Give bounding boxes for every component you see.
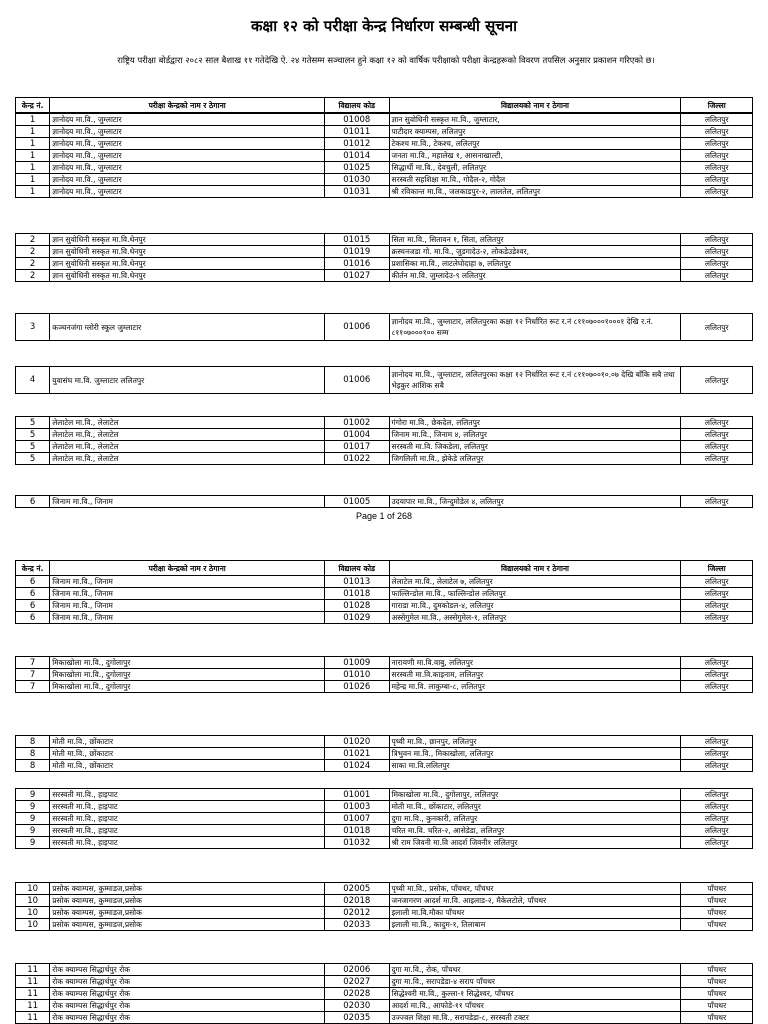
school-name-cell: जनता मा.वि., महालेख १, आसनाखाल्टी, xyxy=(389,150,681,162)
school-code-cell: 01018 xyxy=(325,588,389,600)
center-name-cell: प्रसोक क्याम्पस, कुम्माडज,प्रसोक xyxy=(50,895,325,907)
district-cell: ललितपुर xyxy=(681,825,753,837)
table-row xyxy=(16,234,753,246)
table-row xyxy=(16,988,753,1000)
district-cell: ललितपुर xyxy=(681,588,753,600)
school-name-cell: जनजागरण आदर्श मा.वि. आइलाड-२, मैकेलटोले, पाँचथर xyxy=(389,895,681,907)
district-cell: ललितपुर xyxy=(681,837,753,849)
center-name-cell: रोक क्याम्पस सिद्धार्थपुर रोक xyxy=(50,964,325,976)
center-no-cell: 6 xyxy=(16,496,50,508)
table-row xyxy=(16,813,753,825)
school-name-cell: उदयापार मा.वि., जिन्दुमोडेल ४, ललितपुर xyxy=(389,496,681,508)
center-name-cell: सरस्वती मा.वि., हाइपाट xyxy=(50,813,325,825)
table-row xyxy=(16,367,753,394)
center-name-cell: ज्ञान सुवोधिनी सस्कृत मा.वि.थेनपुर xyxy=(50,258,325,270)
table-row xyxy=(16,612,753,624)
school-code-cell: 01011 xyxy=(325,126,389,138)
table-row xyxy=(16,417,753,429)
school-code-cell: 01003 xyxy=(325,801,389,813)
center-no-cell: 1 xyxy=(16,150,50,162)
school-code-cell: 01018 xyxy=(325,825,389,837)
center-no-cell: 7 xyxy=(16,681,50,693)
table-row xyxy=(16,150,753,162)
district-cell: पाँचथर xyxy=(681,919,753,931)
school-name-cell: पृथ्वी मा.वि., छानपुर, ललितपुर xyxy=(389,736,681,748)
center-name-cell: लेलाटेल मा.वि., लेलाटेल xyxy=(50,441,325,453)
school-name-cell: श्री राम जिवनी मा.वि आदर्श जिवनी१ ललितपुर xyxy=(389,837,681,849)
center-no-cell: 1 xyxy=(16,126,50,138)
school-code-cell: 01005 xyxy=(325,496,389,508)
school-name-cell: कीर्तन मा.वि. जुम्लादेउ-९ ललितपुर xyxy=(389,270,681,282)
header-center-name: परीक्षा केन्द्रको नाम र ठेगाना xyxy=(50,561,325,576)
district-cell: ललितपुर xyxy=(681,114,753,126)
table-row xyxy=(16,186,753,198)
center-no-cell: 10 xyxy=(16,907,50,919)
center-name-cell: लेलाटेल मा.वि., लेलाटेल xyxy=(50,453,325,465)
school-name-cell: जिगलिली मा.वि., झेकेडे ललितपुर xyxy=(389,453,681,465)
table-row xyxy=(16,681,753,693)
center-name-cell: सरस्वती मा.वि., हाइपाट xyxy=(50,789,325,801)
center-group-table xyxy=(15,416,753,465)
district-cell: ललितपुर xyxy=(681,669,753,681)
district-cell: पाँचथर xyxy=(681,883,753,895)
center-name-cell: रोक क्याम्पस सिद्धार्थपुर रोक xyxy=(50,976,325,988)
center-name-cell: सरस्वती मा.वि., हाइपाट xyxy=(50,837,325,849)
district-cell: पाँचथर xyxy=(681,1012,753,1024)
school-code-cell: 01007 xyxy=(325,813,389,825)
school-code-cell: 02030 xyxy=(325,1000,389,1012)
center-name-cell: जिनाम मा.वि., जिनाम xyxy=(50,588,325,600)
center-no-cell: 11 xyxy=(16,964,50,976)
header-district: जिल्ला xyxy=(681,561,753,576)
district-cell: ललितपुर xyxy=(681,760,753,772)
table-row xyxy=(16,736,753,748)
district-cell: पाँचथर xyxy=(681,964,753,976)
table-row xyxy=(16,657,753,669)
table-row xyxy=(16,114,753,126)
school-code-cell: 01019 xyxy=(325,246,389,258)
district-cell: ललितपुर xyxy=(681,150,753,162)
center-no-cell: 7 xyxy=(16,657,50,669)
school-name-cell: सरस्वती सहशिक्षा मा.वि., गोदैल-२, गोदैल xyxy=(389,174,681,186)
school-code-cell: 01014 xyxy=(325,150,389,162)
school-name-cell: मोती मा.वि., छोंकाटार, ललितपुर xyxy=(389,801,681,813)
district-cell: ललितपुर xyxy=(681,162,753,174)
center-name-cell: सरस्वती मा.वि., हाइपाट xyxy=(50,801,325,813)
center-name-cell: मिकाखोला मा.वि., दुगोलापुर xyxy=(50,681,325,693)
district-cell: ललितपुर xyxy=(681,234,753,246)
center-group-table xyxy=(15,113,753,198)
center-no-cell: 1 xyxy=(16,162,50,174)
district-cell: ललितपुर xyxy=(681,496,753,508)
center-no-cell: 1 xyxy=(16,174,50,186)
district-cell: ललितपुर xyxy=(681,453,753,465)
center-no-cell: 4 xyxy=(16,367,50,394)
school-name-cell: क्रस्चनजडा गो. मा.वि., जुडगादेउ-२, लोकडेउडेश्वर, xyxy=(389,246,681,258)
school-name-cell: उज्ज्वल शिक्षा मा.वि., सरापडेडा-८, सरस्वती टक्टर xyxy=(389,1012,681,1024)
center-group-table xyxy=(15,495,753,508)
school-code-cell: 02018 xyxy=(325,895,389,907)
center-name-cell: जिनाम मा.वि., जिनाम xyxy=(50,612,325,624)
center-name-cell: ज्ञान सुवोधिनी सस्कृत मा.वि.थेनपुर xyxy=(50,270,325,282)
header-school-name: विद्यालयको नाम र ठेगाना xyxy=(389,561,681,576)
header-school-code: विद्यालय कोड xyxy=(325,561,389,576)
school-name-cell: पाटीदार क्याम्पस, ललितपुर xyxy=(389,126,681,138)
center-name-cell: मिकाखोला मा.वि., दुगोलापुर xyxy=(50,669,325,681)
center-name-cell: जिनाम मा.वि., जिनाम xyxy=(50,576,325,588)
school-name-cell: ज्ञानोदय मा.वि., जुम्लाटार, ललितपुरका कक्षा १२ निर्धारित रूट र.नं ८११०७०००१०००१ देखि र.नं. ८११०७०००१०० सम्म xyxy=(389,314,681,341)
table-row xyxy=(16,669,753,681)
district-cell: ललितपुर xyxy=(681,736,753,748)
center-no-cell: 10 xyxy=(16,895,50,907)
center-group-table xyxy=(15,656,753,693)
table-row xyxy=(16,576,753,588)
district-cell: पाँचथर xyxy=(681,907,753,919)
school-code-cell: 01016 xyxy=(325,258,389,270)
school-name-cell: सिता मा.वि., सितावन १, सिता, ललितपुर xyxy=(389,234,681,246)
center-name-cell: प्रसोक क्याम्पस, कुम्माडज,प्रसोक xyxy=(50,907,325,919)
school-name-cell: नारायणी मा.वि.वाबु, ललितपुर xyxy=(389,657,681,669)
district-cell: ललितपुर xyxy=(681,801,753,813)
center-group-table xyxy=(15,788,753,849)
center-name-cell: मोती मा.वि., छोंकाटार xyxy=(50,736,325,748)
school-code-cell: 01027 xyxy=(325,270,389,282)
school-name-cell: अस्सेगुमेल मा.वि., अस्सेगुमेल-१, ललितपुर xyxy=(389,612,681,624)
table-row xyxy=(16,314,753,341)
center-name-cell: मोती मा.वि., छोंकाटार xyxy=(50,760,325,772)
school-name-cell: महेन्द्र मा.वि. लाकुम्बा-८, ललितपुर xyxy=(389,681,681,693)
center-no-cell: 8 xyxy=(16,748,50,760)
school-code-cell: 01024 xyxy=(325,760,389,772)
center-name-cell: कञ्चनजंगा ग्लोरी स्कूल जुम्लाटार xyxy=(50,314,325,341)
center-no-cell: 6 xyxy=(16,576,50,588)
table-row xyxy=(16,895,753,907)
center-group-table xyxy=(15,313,753,341)
district-cell: ललितपुर xyxy=(681,417,753,429)
table-header xyxy=(15,97,753,113)
school-code-cell: 01020 xyxy=(325,736,389,748)
school-code-cell: 01009 xyxy=(325,657,389,669)
center-no-cell: 9 xyxy=(16,789,50,801)
center-name-cell: प्रसोक क्याम्पस, कुम्माडज,प्रसोक xyxy=(50,883,325,895)
center-name-cell: युवासंघ मा.वि. जुम्लाटार ललितपुर xyxy=(50,367,325,394)
center-no-cell: 1 xyxy=(16,186,50,198)
center-name-cell: ज्ञानोदय मा.वि., जुम्लाटार xyxy=(50,174,325,186)
district-cell: पाँचथर xyxy=(681,976,753,988)
district-cell: ललितपुर xyxy=(681,612,753,624)
header-school-code: विद्यालय कोड xyxy=(325,98,389,113)
district-cell: ललितपुर xyxy=(681,258,753,270)
center-no-cell: 10 xyxy=(16,883,50,895)
school-code-cell: 02033 xyxy=(325,919,389,931)
district-cell: ललितपुर xyxy=(681,246,753,258)
school-name-cell: सरस्वती मा.वि.काइनाम, ललितपुर xyxy=(389,669,681,681)
school-code-cell: 01010 xyxy=(325,669,389,681)
table-row xyxy=(16,174,753,186)
center-name-cell: ज्ञानोदय मा.वि., जुम्लाटार xyxy=(50,150,325,162)
school-name-cell: इलाली मा.वि., कादुम-१, तिलाबाम xyxy=(389,919,681,931)
school-code-cell: 02012 xyxy=(325,907,389,919)
table-row xyxy=(16,258,753,270)
center-no-cell: 11 xyxy=(16,1012,50,1024)
center-no-cell: 6 xyxy=(16,612,50,624)
school-name-cell: दुगा मा.वि., सरापडेडा-४ सराप पाँचथर xyxy=(389,976,681,988)
table-row xyxy=(16,837,753,849)
table-row xyxy=(16,748,753,760)
table-row xyxy=(16,270,753,282)
center-no-cell: 1 xyxy=(16,138,50,150)
school-name-cell: दुगा मा.वि., कुनकारी, ललितपुर xyxy=(389,813,681,825)
center-name-cell: लेलाटेल मा.वि., लेलाटेल xyxy=(50,429,325,441)
table-row xyxy=(16,1000,753,1012)
center-name-cell: ज्ञानोदय मा.वि., जुम्लाटार xyxy=(50,114,325,126)
school-name-cell: साका मा.वि.ललितपुर xyxy=(389,760,681,772)
school-name-cell: टेकश्च मा.वि., टेकश्च, ललितपुर xyxy=(389,138,681,150)
center-no-cell: 2 xyxy=(16,234,50,246)
center-no-cell: 11 xyxy=(16,976,50,988)
table-row xyxy=(16,883,753,895)
district-cell: ललितपुर xyxy=(681,138,753,150)
school-name-cell: सिद्धेश्वरी मा.वि., कुल्ला-१ सिद्धेश्वर, पाँचथर xyxy=(389,988,681,1000)
school-name-cell: गाराडा मा.वि., दुमकोडल-४, ललितपुर xyxy=(389,600,681,612)
center-no-cell: 8 xyxy=(16,736,50,748)
school-code-cell: 01026 xyxy=(325,681,389,693)
center-no-cell: 2 xyxy=(16,258,50,270)
table-row xyxy=(16,801,753,813)
center-group-table xyxy=(15,233,753,282)
school-name-cell: पृथ्वी मा.वि., प्रसोक, पाँचथर, पाँचथर xyxy=(389,883,681,895)
school-code-cell: 01022 xyxy=(325,453,389,465)
school-code-cell: 01021 xyxy=(325,748,389,760)
center-no-cell: 5 xyxy=(16,441,50,453)
center-no-cell: 3 xyxy=(16,314,50,341)
center-name-cell: लेलाटेल मा.वि., लेलाटेल xyxy=(50,417,325,429)
center-no-cell: 9 xyxy=(16,825,50,837)
school-code-cell: 01006 xyxy=(325,367,389,394)
header-center-no: केन्द्र नं. xyxy=(16,98,50,113)
district-cell: पाँचथर xyxy=(681,895,753,907)
school-code-cell: 01017 xyxy=(325,441,389,453)
table-header xyxy=(15,560,753,576)
center-no-cell: 11 xyxy=(16,988,50,1000)
district-cell: ललितपुर xyxy=(681,174,753,186)
table-row xyxy=(16,429,753,441)
center-name-cell: सरस्वती मा.वि., हाइपाट xyxy=(50,825,325,837)
school-code-cell: 01028 xyxy=(325,600,389,612)
district-cell: पाँचथर xyxy=(681,1000,753,1012)
center-name-cell: रोक क्याम्पस सिद्धार्थपुर रोक xyxy=(50,1000,325,1012)
table-row xyxy=(16,1012,753,1024)
table-row xyxy=(16,453,753,465)
school-code-cell: 01001 xyxy=(325,789,389,801)
center-group-table xyxy=(15,963,753,1024)
school-name-cell: गंगोरा मा.वि., छेकदेल, ललितपुर xyxy=(389,417,681,429)
school-name-cell: मिकाखोला मा.वि., दुगोलापुर, ललितपुर xyxy=(389,789,681,801)
table-row xyxy=(16,441,753,453)
school-code-cell: 01013 xyxy=(325,576,389,588)
school-code-cell: 02027 xyxy=(325,976,389,988)
table-row xyxy=(16,126,753,138)
district-cell: ललितपुर xyxy=(681,441,753,453)
district-cell: ललितपुर xyxy=(681,126,753,138)
school-code-cell: 01006 xyxy=(325,314,389,341)
school-code-cell: 01002 xyxy=(325,417,389,429)
center-group-table xyxy=(15,366,753,394)
school-name-cell: फाल्लिन्डोल मा.वि., फाल्लिन्डोल ललितपुर xyxy=(389,588,681,600)
header-center-name: परीक्षा केन्द्रको नाम र ठेगाना xyxy=(50,98,325,113)
school-code-cell: 01031 xyxy=(325,186,389,198)
school-name-cell: सिद्धार्थी मा.वि., देवचुली, ललितपुर xyxy=(389,162,681,174)
table-row xyxy=(16,976,753,988)
school-code-cell: 01025 xyxy=(325,162,389,174)
table-row xyxy=(16,246,753,258)
table-row xyxy=(16,162,753,174)
center-name-cell: मोती मा.वि., छोंकाटार xyxy=(50,748,325,760)
center-name-cell: जिनाम मा.वि., जिनाम xyxy=(50,496,325,508)
school-name-cell: चरित मा.वि. चरित-२, आसेडेडा, ललितपुर xyxy=(389,825,681,837)
center-name-cell: रोक क्याम्पस सिद्धार्थपुर रोक xyxy=(50,988,325,1000)
school-name-cell: आदर्श मा.वि., आफोडे-११ पाँचथर xyxy=(389,1000,681,1012)
center-name-cell: ज्ञानोदय मा.वि., जुम्लाटार xyxy=(50,126,325,138)
center-no-cell: 6 xyxy=(16,600,50,612)
center-no-cell: 1 xyxy=(16,114,50,126)
page-number: Page 1 of 268 xyxy=(355,511,413,521)
center-group-table xyxy=(15,735,753,772)
district-cell: ललितपुर xyxy=(681,600,753,612)
district-cell: ललितपुर xyxy=(681,186,753,198)
district-cell: ललितपुर xyxy=(681,657,753,669)
school-name-cell: दुगा मा.वि., रोक, पाँचथर xyxy=(389,964,681,976)
center-no-cell: 7 xyxy=(16,669,50,681)
center-group-table xyxy=(15,575,753,624)
center-no-cell: 2 xyxy=(16,246,50,258)
center-name-cell: मिकाखोला मा.वि., दुगोलापुर xyxy=(50,657,325,669)
center-group-table xyxy=(15,882,753,931)
school-name-cell: ज्ञानोदय मा.वि., जुम्लाटार, ललितपुरका कक्षा १२ निर्धारित रूट र.नं ८११०७००१०.०७ देखि बाँकि सबै तथा भेइकुर आंशिक सबै xyxy=(389,367,681,394)
district-cell: ललितपुर xyxy=(681,681,753,693)
district-cell: ललितपुर xyxy=(681,813,753,825)
header-district: जिल्ला xyxy=(681,98,753,113)
center-name-cell: रोक क्याम्पस सिद्धार्थपुर रोक xyxy=(50,1012,325,1024)
center-name-cell: ज्ञानोदय मा.वि., जुम्लाटार xyxy=(50,138,325,150)
table-row xyxy=(16,789,753,801)
intro-paragraph: राष्ट्रिय परीक्षा बोर्डद्वारा २०८२ साल बैशाख ११ गतेदेखि ऐ. २४ गतेसम्म सञ्चालन हुने कक्षा १२ को वार्षिक परीक्षाको परीक्षा केन्द्रहरूको विवरण तपसिल अनुसार प्रकाशन गरिएको छ। xyxy=(117,55,655,65)
school-name-cell: श्री रविकान्त मा.वि., जलकाडपुर-२, लालतेल, ललितपुर xyxy=(389,186,681,198)
school-name-cell: प्रशासिका मा.वि., लाटलेघोदाहा ७, ललितपुर xyxy=(389,258,681,270)
table-row xyxy=(16,600,753,612)
table-row xyxy=(16,760,753,772)
center-no-cell: 5 xyxy=(16,429,50,441)
center-no-cell: 10 xyxy=(16,919,50,931)
center-no-cell: 5 xyxy=(16,453,50,465)
school-code-cell: 02005 xyxy=(325,883,389,895)
center-name-cell: ज्ञानोदय मा.वि., जुम्लाटार xyxy=(50,162,325,174)
school-code-cell: 01015 xyxy=(325,234,389,246)
district-cell: ललितपुर xyxy=(681,314,753,341)
center-no-cell: 6 xyxy=(16,588,50,600)
center-no-cell: 5 xyxy=(16,417,50,429)
table-row xyxy=(16,919,753,931)
district-cell: ललितपुर xyxy=(681,576,753,588)
page-title: कक्षा १२ को परीक्षा केन्द्र निर्धारण सम्बन्धी सूचना xyxy=(250,17,518,35)
school-name-cell: सरस्वती मा.वि. जिकडेला, ललितपुर xyxy=(389,441,681,453)
district-cell: ललितपुर xyxy=(681,270,753,282)
school-code-cell: 01030 xyxy=(325,174,389,186)
center-no-cell: 9 xyxy=(16,801,50,813)
center-no-cell: 9 xyxy=(16,837,50,849)
center-name-cell: प्रसोक क्याम्पस, कुम्माडज,प्रसोक xyxy=(50,919,325,931)
school-code-cell: 02028 xyxy=(325,988,389,1000)
center-no-cell: 8 xyxy=(16,760,50,772)
school-code-cell: 02035 xyxy=(325,1012,389,1024)
center-no-cell: 2 xyxy=(16,270,50,282)
table-row xyxy=(16,496,753,508)
school-name-cell: जिनाम मा.वि., जिनाम ४, ललितपुर xyxy=(389,429,681,441)
table-row xyxy=(16,964,753,976)
center-name-cell: ज्ञानोदय मा.वि., जुम्लाटार xyxy=(50,186,325,198)
school-code-cell: 01008 xyxy=(325,114,389,126)
district-cell: ललितपुर xyxy=(681,367,753,394)
table-row xyxy=(16,138,753,150)
school-code-cell: 01029 xyxy=(325,612,389,624)
school-name-cell: त्रिभुवन मा.वि., मिकाखोला, ललितपुर xyxy=(389,748,681,760)
center-name-cell: ज्ञान सुवोधिनी सस्कृत मा.वि.थेनपुर xyxy=(50,234,325,246)
school-name-cell: ज्ञान सुवोधिनी सस्कृत मा.वि., जुम्लाटार, xyxy=(389,114,681,126)
center-no-cell: 9 xyxy=(16,813,50,825)
school-code-cell: 01012 xyxy=(325,138,389,150)
header-school-name: विद्यालयको नाम र ठेगाना xyxy=(389,98,681,113)
school-code-cell: 02006 xyxy=(325,964,389,976)
school-name-cell: इलाली मा.वि.मौका पाँचथर xyxy=(389,907,681,919)
district-cell: पाँचथर xyxy=(681,988,753,1000)
center-name-cell: ज्ञान सुवोधिनी सस्कृत मा.वि.थेनपुर xyxy=(50,246,325,258)
table-row xyxy=(16,907,753,919)
header-center-no: केन्द्र नं. xyxy=(16,561,50,576)
school-name-cell: लेलाटेल मा.वि., लेलाटेल ७, ललितपुर xyxy=(389,576,681,588)
school-code-cell: 01032 xyxy=(325,837,389,849)
district-cell: ललितपुर xyxy=(681,429,753,441)
table-row xyxy=(16,588,753,600)
school-code-cell: 01004 xyxy=(325,429,389,441)
table-row xyxy=(16,825,753,837)
center-name-cell: जिनाम मा.वि., जिनाम xyxy=(50,600,325,612)
district-cell: ललितपुर xyxy=(681,748,753,760)
district-cell: ललितपुर xyxy=(681,789,753,801)
center-no-cell: 11 xyxy=(16,1000,50,1012)
